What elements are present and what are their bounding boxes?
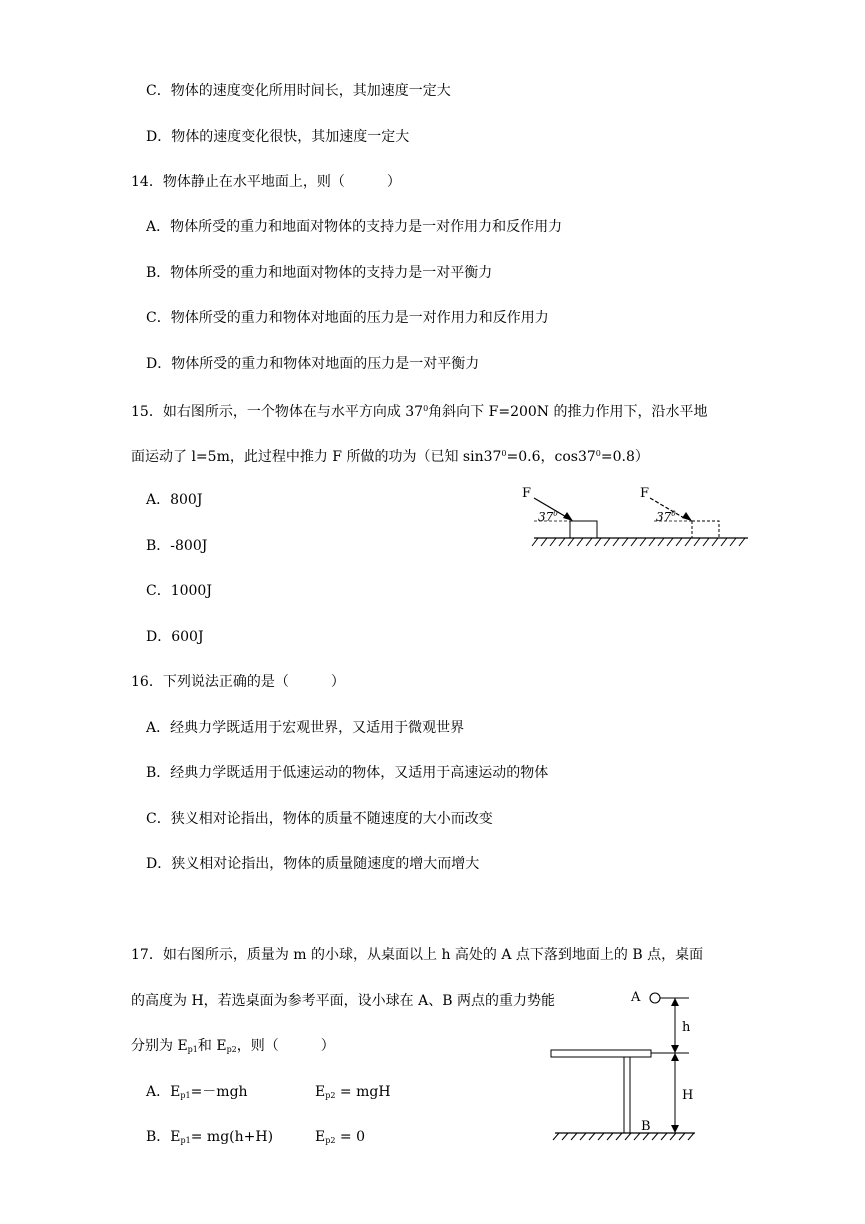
ground-hatching [532, 538, 745, 546]
q14-stem: 14．物体静止在水平地面上，则（ ） [131, 174, 401, 190]
q16-option-c: C．狭义相对论指出，物体的质量不随速度的大小而改变 [146, 811, 493, 827]
q16-stem: 16．下列说法正确的是（ ） [131, 674, 345, 690]
force-label-initial: F [522, 486, 532, 501]
label-a: A [631, 990, 641, 1005]
q17-option-a-ep2: $E_{p2}$ = mgH [315, 1084, 391, 1100]
q16-option-d: D．狭义相对论指出，物体的质量随速度的增大而增大 [146, 856, 480, 872]
block-initial [570, 521, 597, 538]
q14-option-a: A．物体所受的重力和地面对物体的支持力是一对作用力和反作用力 [146, 219, 563, 235]
q17-option-b-ep2: $E_{p2} = 0$ [315, 1129, 365, 1145]
q15-option-a: A．800J [146, 492, 203, 508]
q15-option-c: C．1000J [146, 583, 212, 599]
angle-label-initial: $37^0$ [538, 510, 558, 524]
angle-label-final: $37^0$ [656, 510, 676, 524]
q14-option-b: B．物体所受的重力和地面对物体的支持力是一对平衡力 [146, 265, 493, 281]
q17-option-b: B．$E_{p1}= mg(h+H)$ [146, 1129, 274, 1145]
q14-option-d: D．物体所受的重力和物体对地面的压力是一对平衡力 [146, 356, 480, 372]
q15-option-d: D．600J [146, 629, 204, 645]
q15-stem-line1: 15．如右图所示，一个物体在与水平方向成 $37^0$角斜向下 F=200N 的推力作用下，沿水平地 [131, 404, 708, 420]
q15-option-b: B．-800J [146, 538, 208, 554]
label-b: B [641, 1119, 651, 1134]
q17-stem-line1: 17．如右图所示，质量为 m 的小球，从桌面以上 h 高处的 A 点下落到地面上的 B 点，桌面 [131, 947, 704, 963]
q16-option-a: A．经典力学既适用于宏观世界，又适用于微观世界 [146, 720, 465, 736]
q16-option-b: B．经典力学既适用于低速运动的物体，又适用于高速运动的物体 [146, 765, 549, 781]
q17-stem-line2: 的高度为 H，若选桌面为参考平面，设小球在 A、B 两点的重力势能 [131, 993, 555, 1009]
label-H: H [682, 1088, 694, 1103]
q17-option-a: A．$E_{p1}=-mgh$ [146, 1084, 248, 1100]
label-h: h [682, 1020, 691, 1035]
q13-option-c: C．物体的速度变化所用时间长，其加速度一定大 [146, 83, 451, 99]
q14-option-c: C．物体所受的重力和物体对地面的压力是一对作用力和反作用力 [146, 310, 549, 326]
ball-a [650, 993, 660, 1003]
block-final [692, 521, 719, 538]
ground-hatching [553, 1133, 694, 1140]
force-label-final: F [640, 486, 650, 501]
q13-option-d: D．物体的速度变化很快，其加速度一定大 [146, 129, 410, 145]
table-leg [624, 1057, 630, 1133]
q15-stem-line2: 面运动了 l=5m，此过程中推力 F 所做的功为（已知 $\sin 37^0=0.6$，$\cos 37^0=0.8$） [131, 449, 649, 465]
q17-table-diagram [545, 985, 720, 1145]
tabletop [551, 1050, 651, 1057]
q15-force-diagram [520, 480, 755, 555]
q17-stem-line3: 分别为 $E_{p1}$和 $E_{p2}$，则（ ） [131, 1038, 335, 1054]
